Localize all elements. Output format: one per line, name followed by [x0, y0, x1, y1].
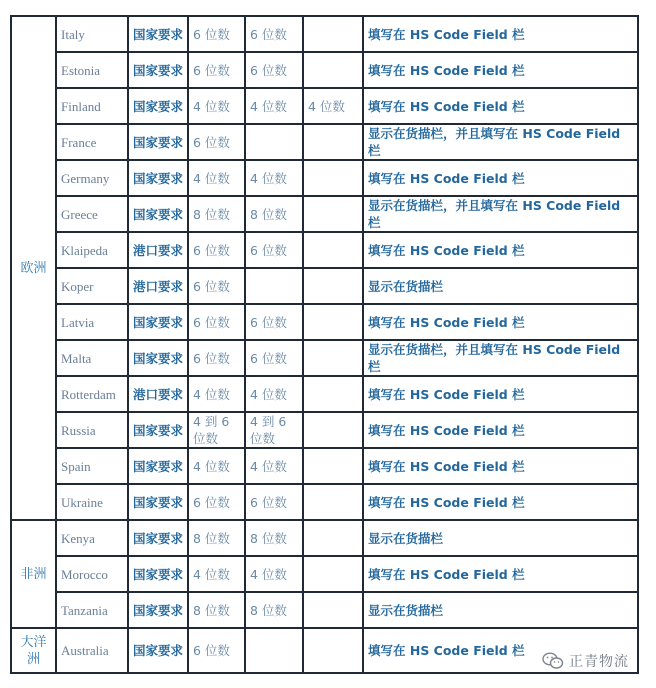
table-row: [11, 232, 638, 268]
country-cell: Kenya: [56, 520, 128, 556]
digits-cell: [303, 160, 363, 196]
note-cell: 显示在货描栏，并且填写在 HS Code Field 栏: [363, 196, 638, 232]
country-cell: Spain: [56, 448, 128, 484]
table-row: [11, 340, 638, 376]
country-cell: Italy: [56, 16, 128, 52]
watermark: [540, 650, 635, 672]
digits-cell: 6 位数: [188, 52, 245, 88]
note-cell: 显示在货描栏: [363, 268, 638, 304]
requirement-cell: 国家要求: [128, 592, 188, 628]
digits-cell: 4 位数: [188, 88, 245, 124]
digits-cell: 6 位数: [245, 232, 303, 268]
requirement-cell: 国家要求: [128, 556, 188, 592]
country-cell: Koper: [56, 268, 128, 304]
digits-cell: 4 位数: [188, 376, 245, 412]
note-cell: 填写在 HS Code Field 栏: [363, 16, 638, 52]
digits-cell: 6 位数: [188, 304, 245, 340]
digits-cell: [303, 196, 363, 232]
requirement-cell: 国家要求: [128, 124, 188, 160]
digits-cell: 6 位数: [188, 232, 245, 268]
digits-cell: 4 位数: [245, 88, 303, 124]
hs-code-table: [10, 15, 639, 674]
digits-cell: 4 位数: [303, 88, 363, 124]
requirement-cell: 国家要求: [128, 520, 188, 556]
country-cell: Greece: [56, 196, 128, 232]
digits-cell: [245, 268, 303, 304]
digits-cell: [303, 592, 363, 628]
country-cell: Morocco: [56, 556, 128, 592]
table-row: [11, 448, 638, 484]
region-cell: 大洋洲: [11, 628, 56, 673]
table-row: [11, 484, 638, 520]
digits-cell: [303, 268, 363, 304]
digits-cell: 8 位数: [245, 196, 303, 232]
country-cell: Latvia: [56, 304, 128, 340]
digits-cell: [303, 340, 363, 376]
country-cell: Ukraine: [56, 484, 128, 520]
country-cell: Australia: [56, 628, 128, 673]
requirement-cell: 国家要求: [128, 448, 188, 484]
digits-cell: 8 位数: [245, 592, 303, 628]
requirement-cell: 国家要求: [128, 340, 188, 376]
country-cell: Rotterdam: [56, 376, 128, 412]
note-cell: 填写在 HS Code Field 栏: [363, 160, 638, 196]
table-row: [11, 124, 638, 160]
table-row: [11, 52, 638, 88]
table-row: [11, 520, 638, 556]
digits-cell: 8 位数: [188, 196, 245, 232]
requirement-cell: 国家要求: [128, 52, 188, 88]
digits-cell: 6 位数: [245, 484, 303, 520]
digits-cell: [303, 520, 363, 556]
note-cell: 填写在 HS Code Field 栏: [363, 88, 638, 124]
country-cell: Malta: [56, 340, 128, 376]
requirement-cell: 国家要求: [128, 412, 188, 448]
table-row: [11, 556, 638, 592]
region-cell: 非洲: [11, 520, 56, 628]
note-cell: 填写在 HS Code Field 栏: [363, 304, 638, 340]
digits-cell: [303, 16, 363, 52]
digits-cell: 4 位数: [245, 376, 303, 412]
digits-cell: 6 位数: [245, 16, 303, 52]
digits-cell: [303, 412, 363, 448]
note-cell: 显示在货描栏，并且填写在 HS Code Field 栏: [363, 340, 638, 376]
note-cell: 显示在货描栏，并且填写在 HS Code Field 栏: [363, 124, 638, 160]
digits-cell: 4 到 6 位数: [188, 412, 245, 448]
note-cell: 填写在 HS Code Field 栏: [363, 376, 638, 412]
table-row: [11, 268, 638, 304]
requirement-cell: 国家要求: [128, 196, 188, 232]
digits-cell: 6 位数: [188, 124, 245, 160]
digits-cell: 6 位数: [188, 268, 245, 304]
digits-cell: 4 位数: [245, 556, 303, 592]
table-row: [11, 16, 638, 52]
requirement-cell: 国家要求: [128, 628, 188, 673]
digits-cell: 4 位数: [188, 160, 245, 196]
digits-cell: 6 位数: [188, 628, 245, 673]
table-row: [11, 88, 638, 124]
requirement-cell: 国家要求: [128, 88, 188, 124]
digits-cell: [303, 556, 363, 592]
region-cell: 欧洲: [11, 16, 56, 520]
note-cell: 填写在 HS Code Field 栏: [363, 628, 638, 673]
digits-cell: 6 位数: [188, 340, 245, 376]
note-cell: 填写在 HS Code Field 栏: [363, 484, 638, 520]
digits-cell: 6 位数: [188, 16, 245, 52]
digits-cell: [303, 304, 363, 340]
digits-cell: 6 位数: [245, 304, 303, 340]
digits-cell: [303, 628, 363, 673]
digits-cell: 8 位数: [245, 520, 303, 556]
digits-cell: 4 到 6 位数: [245, 412, 303, 448]
country-cell: Estonia: [56, 52, 128, 88]
country-cell: Finland: [56, 88, 128, 124]
requirement-cell: 港口要求: [128, 376, 188, 412]
digits-cell: [303, 484, 363, 520]
requirement-cell: 港口要求: [128, 268, 188, 304]
digits-cell: 4 位数: [188, 448, 245, 484]
digits-cell: [245, 628, 303, 673]
country-cell: France: [56, 124, 128, 160]
table-row: [11, 376, 638, 412]
note-cell: 填写在 HS Code Field 栏: [363, 52, 638, 88]
digits-cell: [303, 376, 363, 412]
requirement-cell: 国家要求: [128, 160, 188, 196]
wechat-icon: [542, 652, 564, 670]
digits-cell: 6 位数: [245, 52, 303, 88]
digits-cell: [303, 124, 363, 160]
digits-cell: 6 位数: [188, 484, 245, 520]
digits-cell: [303, 448, 363, 484]
note-cell: 填写在 HS Code Field 栏: [363, 448, 638, 484]
digits-cell: 4 位数: [245, 160, 303, 196]
digits-cell: 8 位数: [188, 592, 245, 628]
requirement-cell: 国家要求: [128, 304, 188, 340]
digits-cell: 4 位数: [245, 448, 303, 484]
table-row: [11, 412, 638, 448]
note-cell: 填写在 HS Code Field 栏: [363, 556, 638, 592]
digits-cell: 8 位数: [188, 520, 245, 556]
note-cell: 显示在货描栏: [363, 520, 638, 556]
digits-cell: 4 位数: [188, 556, 245, 592]
digits-cell: 6 位数: [245, 340, 303, 376]
note-cell: 显示在货描栏: [363, 592, 638, 628]
requirement-cell: 国家要求: [128, 16, 188, 52]
country-cell: Klaipeda: [56, 232, 128, 268]
requirement-cell: 国家要求: [128, 484, 188, 520]
country-cell: Germany: [56, 160, 128, 196]
table-row: [11, 160, 638, 196]
country-cell: Tanzania: [56, 592, 128, 628]
note-cell: 填写在 HS Code Field 栏: [363, 412, 638, 448]
digits-cell: [303, 52, 363, 88]
country-cell: Russia: [56, 412, 128, 448]
watermark-text: 正青物流: [569, 654, 629, 670]
table-row: [11, 304, 638, 340]
digits-cell: [245, 124, 303, 160]
note-cell: 填写在 HS Code Field 栏: [363, 232, 638, 268]
table-row: [11, 592, 638, 628]
digits-cell: [303, 232, 363, 268]
table-row: [11, 196, 638, 232]
requirement-cell: 港口要求: [128, 232, 188, 268]
